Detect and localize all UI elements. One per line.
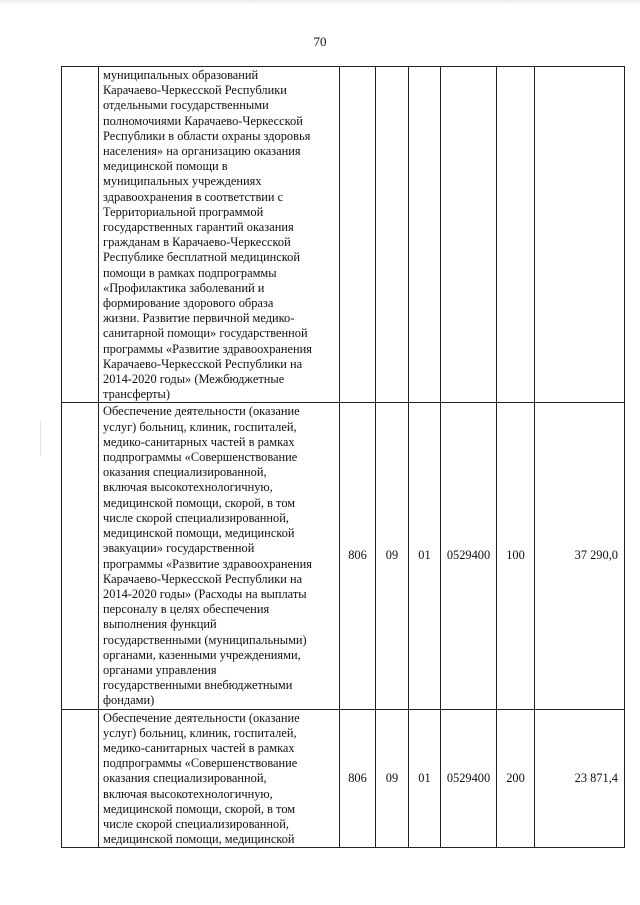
row-number-cell <box>62 709 99 848</box>
description-line: фондами) <box>103 693 155 708</box>
scan-edge-shadow <box>0 0 640 4</box>
description-line: Республике бесплатной медицинской <box>103 250 300 265</box>
ministry-code-cell <box>340 67 376 403</box>
description-line: санитарной помощи» государственной <box>103 326 308 341</box>
description-line: Республики в области охраны здоровья <box>103 128 311 143</box>
subsection-code-cell: 01 <box>409 403 441 709</box>
description-line: Карачаево-Черкесской Республики на <box>103 571 303 586</box>
description-line: полномочиями Карачаево-Черкесской <box>103 113 303 128</box>
description-line: отдельными государственными <box>103 98 269 113</box>
description-line: 2014-2020 годы» (Расходы на выплаты <box>103 586 307 601</box>
target-article-cell: 0529400 <box>441 709 497 848</box>
page-number: 70 <box>313 34 327 49</box>
description-line: населения» на организацию оказания <box>103 144 301 159</box>
description-line: выполнения функций <box>103 617 217 632</box>
description-line: органами, казенными учреждениями, <box>103 647 301 662</box>
description-line: включая высокотехнологичную, <box>103 480 273 495</box>
description-line: «Профилактика заболеваний и <box>103 280 265 295</box>
description-line: программы «Развитие здравоохранения <box>103 556 313 571</box>
target-article-cell: 0529400 <box>441 403 497 709</box>
description-line: числе скорой специализированной, <box>103 816 289 831</box>
description-cell <box>99 403 340 709</box>
table-row <box>62 709 625 848</box>
description-line: государственными внебюджетными <box>103 678 293 693</box>
description-line: Карачаево-Черкесской Республики на <box>103 356 303 371</box>
expense-type-cell: 100 <box>497 403 535 709</box>
ministry-code-cell: 806 <box>340 709 376 848</box>
ministry-code-cell: 806 <box>340 403 376 709</box>
description-line: медицинской помощи, скорой, в том <box>103 495 296 510</box>
budget-table <box>61 66 625 848</box>
description-line: формирование здорового образа <box>103 296 274 311</box>
description-line: персоналу в целях обеспечения <box>103 602 270 617</box>
description-line: медицинской помощи, медицинской <box>103 832 295 847</box>
description-line: жизни. Развитие первичной медико- <box>103 311 295 326</box>
description-line: Территориальной программой <box>103 204 264 219</box>
description-line: оказания специализированной, <box>103 465 267 480</box>
description-line: Обеспечение деятельности (оказание <box>103 404 300 419</box>
description-line: помощи в рамках подпрограммы <box>103 265 277 280</box>
row-number-cell <box>62 67 99 403</box>
description-line: здравоохранения в соответствии с <box>103 189 284 204</box>
amount-cell: 37 290,0 <box>535 403 625 709</box>
description-line: оказания специализированной, <box>103 771 267 786</box>
row-number-cell <box>62 403 99 709</box>
description-line: государственных гарантий оказания <box>103 220 294 235</box>
section-code-cell <box>376 67 409 403</box>
description-cell <box>99 709 340 848</box>
table-row <box>62 67 625 403</box>
description-line: государственными (муниципальными) <box>103 632 307 647</box>
description-line: трансферты) <box>103 387 170 402</box>
description-line: медицинской помощи в <box>103 159 228 174</box>
description-line: числе скорой специализированной, <box>103 510 289 525</box>
description-line: услуг) больниц, клиник, госпиталей, <box>103 419 297 434</box>
description-line: муниципальных образований <box>103 68 259 82</box>
amount-cell <box>535 67 625 403</box>
section-code-cell: 09 <box>376 403 409 709</box>
description-line: услуг) больниц, клиник, госпиталей, <box>103 725 297 740</box>
description-line: подпрограммы «Совершенствование <box>103 756 298 771</box>
section-code-cell: 09 <box>376 709 409 848</box>
target-article-cell <box>441 67 497 403</box>
description-line: 2014-2020 годы» (Межбюджетные <box>103 372 285 387</box>
table-row <box>62 403 625 709</box>
description-line: Карачаево-Черкесской Республики <box>103 83 287 98</box>
expense-type-cell: 200 <box>497 709 535 848</box>
description-line: медико-санитарных частей в рамках <box>103 434 295 449</box>
description-line: гражданам в Карачаево-Черкесской <box>103 235 291 250</box>
description-line: программы «Развитие здравоохранения <box>103 341 313 356</box>
description-line: медицинской помощи, скорой, в том <box>103 801 296 816</box>
description-line: подпрограммы «Совершенствование <box>103 450 298 465</box>
scan-artifact <box>40 420 41 456</box>
expense-type-cell <box>497 67 535 403</box>
subsection-code-cell <box>409 67 441 403</box>
description-line: включая высокотехнологичную, <box>103 786 273 801</box>
description-cell <box>99 67 340 403</box>
amount-cell: 23 871,4 <box>535 709 625 848</box>
description-line: медико-санитарных частей в рамках <box>103 740 295 755</box>
subsection-code-cell: 01 <box>409 709 441 848</box>
description-line: Обеспечение деятельности (оказание <box>103 710 300 725</box>
description-line: медицинской помощи, медицинской <box>103 526 295 541</box>
description-line: органами управления <box>103 662 217 677</box>
description-line: муниципальных учреждениях <box>103 174 262 189</box>
description-line: эвакуации» государственной <box>103 541 255 556</box>
